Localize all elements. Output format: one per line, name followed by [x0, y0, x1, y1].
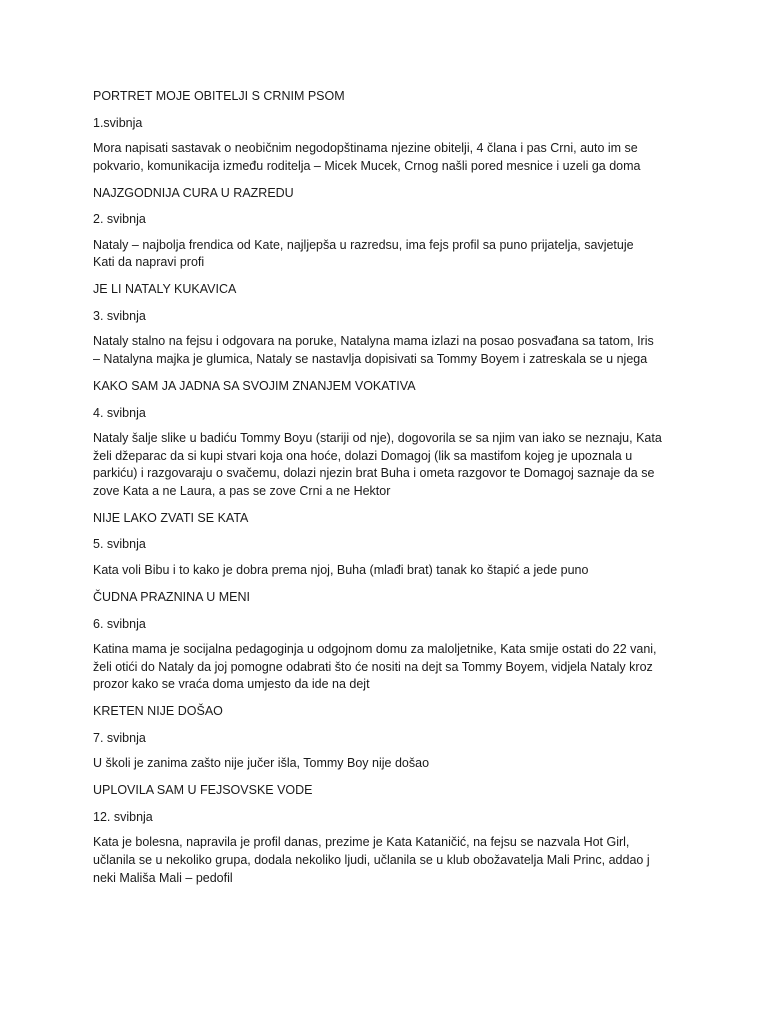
diary-entry [93, 87, 683, 175]
entry-text-line: Nataly šalje slike u badiću Tommy Boyu (stariji od nje), dogovorila se sa njim van iako se neznaju, Kata [93, 431, 662, 446]
entry-text [93, 641, 683, 694]
entry-heading: ČUDNA PRAZNINA U MENI [93, 590, 250, 605]
diary-entry [93, 377, 683, 500]
entry-text-line: prozor kako se vraća doma umjesto da ide na dejt [93, 677, 370, 692]
diary-entry [93, 280, 683, 368]
entry-date: 5. svibnja [93, 537, 146, 552]
entry-text [93, 562, 683, 580]
entry-text [93, 755, 683, 773]
entry-text-line: – Natalyna majka je glumica, Nataly se nastavlja dopisivati sa Tommy Boyem i zatreskala se u njega [93, 351, 648, 366]
entry-heading: KAKO SAM JA JADNA SA SVOJIM ZNANJEM VOKATIVA [93, 379, 416, 394]
entry-heading: KRETEN NIJE DOŠAO [93, 704, 223, 719]
entry-heading: NIJE LAKO ZVATI SE KATA [93, 510, 249, 525]
entry-text-line: Nataly – najbolja frendica od Kate, najljepša u razredsu, ima fejs profil sa puno prijatelja, savjetuje [93, 237, 634, 252]
entry-text-line: Kati da napravi profi [93, 255, 205, 270]
entry-text-line: Kata voli Bibu i to kako je dobra prema njoj, Buha (mlađi brat) tanak ko štapić a jede puno [93, 562, 589, 577]
diary-entry [93, 702, 683, 773]
entry-text-line: želi džeparac da si kupi stvari koja ona hoće, dolazi Domagoj (lik sa mastifom kojeg je upoznala u [93, 448, 633, 463]
entry-text [93, 237, 683, 272]
entry-heading: PORTRET MOJE OBITELJI S CRNIM PSOM [93, 89, 345, 103]
diary-entry [93, 588, 683, 694]
entry-date: 7. svibnja [93, 730, 146, 745]
entry-text-line: pokvario, komunikacija između roditelja – Micek Mucek, Crnog našli pored mesnice i uzeli ga doma [93, 158, 641, 173]
entry-text [93, 140, 683, 175]
entry-text [93, 834, 683, 887]
entry-text-line: Nataly stalno na fejsu i odgovara na poruke, Natalyna mama izlazi na posao posvađana sa tatom, Iris [93, 334, 654, 349]
entry-heading: JE LI NATALY KUKAVICA [93, 282, 237, 297]
entry-text-line: Mora napisati sastavak o neobičnim negodopštinama njezine obitelji, 4 člana i pas Crni, auto im se [93, 141, 638, 155]
entry-text-line: učlanila se u nekoliko grupa, dodala nekoliko ljudi, učlanila se u klub obožavatelja Mali Princ, addao j [93, 853, 650, 867]
entry-text [93, 333, 683, 368]
entry-heading: UPLOVILA SAM U FEJSOVSKE VODE [93, 783, 313, 798]
document-page [93, 87, 683, 896]
entry-text-line: zove Kata a ne Laura, a pas se zove Crni a ne Hektor [93, 483, 391, 498]
entry-text-line: Kata je bolesna, napravila je profil danas, prezime je Kata Kataničić, na fejsu se nazvala Hot Girl, [93, 835, 630, 850]
entry-text-line: neki Mališa Mali – pedofil [93, 870, 233, 885]
diary-entry [93, 781, 683, 887]
entry-date: 1.svibnja [93, 115, 143, 130]
entry-text-line: U školi je zanima zašto nije jučer išla, Tommy Boy nije došao [93, 756, 430, 771]
entry-date: 3. svibnja [93, 308, 146, 323]
entry-date: 6. svibnja [93, 616, 146, 631]
entry-text-line: parkiću) i razgovaraju o svačemu, dolazi njezin brat Buha i ometa razgovor te Domagoj saznaje da se [93, 466, 655, 481]
entry-date: 12. svibnja [93, 809, 153, 824]
entry-heading: NAJZGODNIJA CURA U RAZREDU [93, 185, 294, 200]
entry-text [93, 430, 683, 500]
entry-date: 2. svibnja [93, 212, 146, 227]
diary-entry [93, 509, 683, 580]
entry-text-line: želi otići do Nataly da joj pomogne odabrati što će nositi na dejt sa Tommy Boyem, vidjela Nataly kroz [93, 659, 653, 674]
entry-date: 4. svibnja [93, 405, 146, 420]
entry-text-line: Katina mama je socijalna pedagoginja u odgojnom domu za maloljetnike, Kata smije ostati do 22 vani, [93, 642, 657, 657]
diary-entry [93, 184, 683, 272]
